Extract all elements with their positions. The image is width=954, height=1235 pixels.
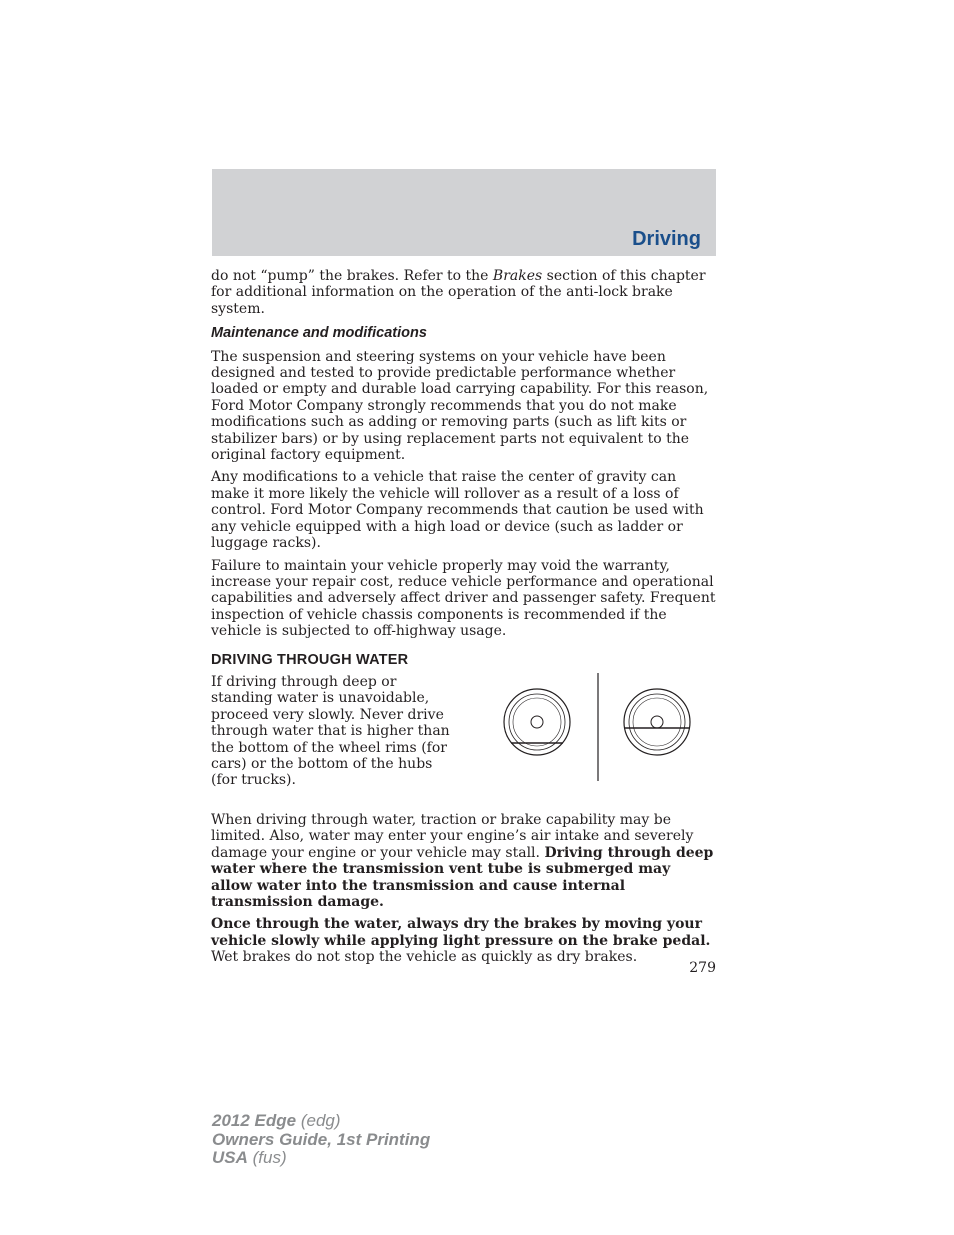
water-paragraph-1: If driving through deep or standing water is unavoidable, proceed very slowly. Never drive through water that is higher than the bottom of the wheel rims (for cars) or the bottom of the hubs (for trucks). bbox=[211, 673, 450, 789]
maintenance-heading: Maintenance and modifications bbox=[211, 325, 427, 342]
footer-model: 2012 Edge bbox=[212, 1111, 297, 1130]
water-intro-block bbox=[211, 674, 716, 812]
footer bbox=[212, 1112, 430, 1168]
dry-brakes-instruction: Once through the water, always dry the brakes by moving your vehicle slowly while applying light pressure on the brake pedal. bbox=[211, 916, 711, 949]
wheel-water-level-illustration bbox=[498, 673, 698, 783]
water-section-heading: DRIVING THROUGH WATER bbox=[211, 651, 409, 668]
footer-market-code: (fus) bbox=[247, 1148, 287, 1167]
water-p2-text: When driving through water, traction or brake capability may be limited. Also, water may enter your engine’s air intake and severely damage your engine or your vehicle may stall. bbox=[211, 811, 694, 861]
truck-wheel-icon bbox=[624, 689, 690, 755]
water-paragraph-3 bbox=[211, 916, 716, 965]
footer-line-3 bbox=[212, 1149, 430, 1168]
water-paragraph-2 bbox=[211, 812, 716, 910]
footer-market: USA bbox=[212, 1148, 248, 1167]
maintenance-paragraph-1: The suspension and steering systems on your vehicle have been designed and tested to provide predictable performance whether loaded or empty and durable load carrying capability. For this reason, Ford Motor Company strongly recommends that you do not make modifications such as adding or removing parts (such as lift kits or stabilizer bars) or by using replacement parts not equivalent to the original factory equipment. bbox=[211, 348, 709, 464]
intro-text-start: do not “pump” the brakes. Refer to the bbox=[211, 268, 493, 284]
chapter-header-band bbox=[212, 169, 716, 256]
footer-model-code: (edg) bbox=[296, 1111, 341, 1130]
maintenance-paragraph-2: Any modifications to a vehicle that raise the center of gravity can make it more likely the vehicle will rollover as a result of a loss of control. Ford Motor Company recommends that caution be used with any vehicle equipped with a high load or device (such as ladder or luggage racks). bbox=[211, 469, 704, 552]
car-wheel-icon bbox=[504, 689, 570, 755]
intro-paragraph bbox=[211, 268, 716, 317]
footer-line-2: Owners Guide, 1st Printing bbox=[212, 1129, 431, 1149]
brakes-reference: Brakes bbox=[492, 268, 543, 284]
page-content bbox=[211, 268, 716, 972]
page-number: 279 bbox=[689, 960, 716, 976]
transmission-warning: Driving through deep water where the transmission vent tube is submerged may allow water into the transmission and cause internal transmission damage. bbox=[211, 844, 714, 910]
footer-line-1 bbox=[212, 1112, 430, 1131]
intro-text-end: section of this chapter for additional information on the operation of the anti-lock brake system. bbox=[211, 268, 706, 317]
chapter-title: Driving bbox=[632, 228, 701, 250]
maintenance-paragraph-3: Failure to maintain your vehicle properly may void the warranty, increase your repair cost, reduce vehicle performance and operational capabilities and adversely affect driver and passenger safety. Frequent inspection of vehicle chassis components is recommended if the vehicle is subjected to off-highway usage. bbox=[211, 557, 716, 640]
wet-brakes-note: Wet brakes do not stop the vehicle as quickly as dry brakes. bbox=[211, 949, 638, 966]
